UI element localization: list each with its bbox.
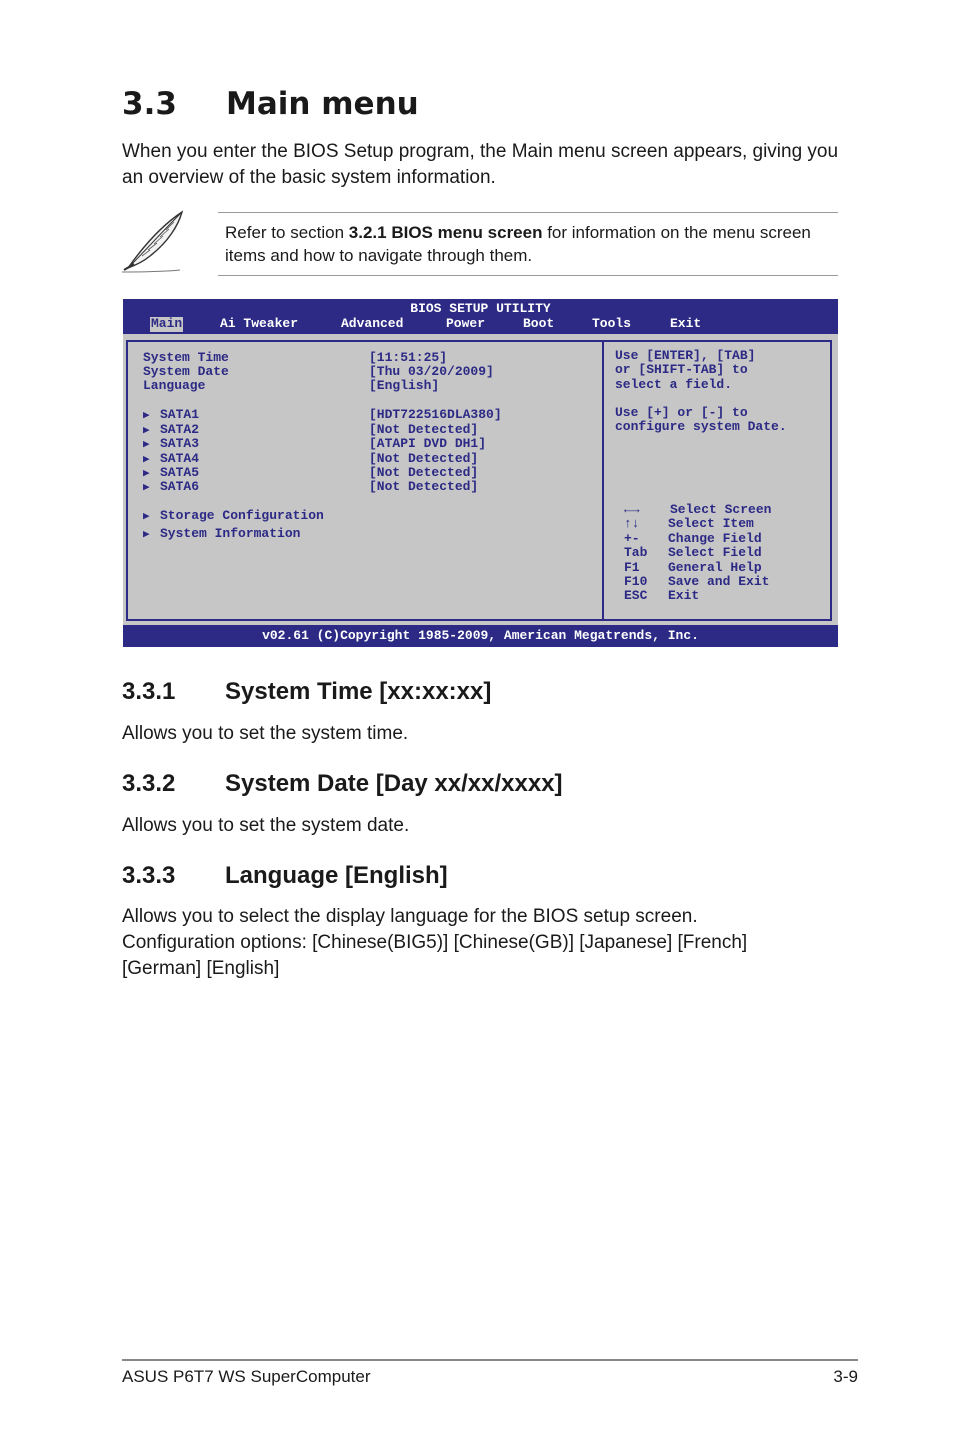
- section-title: Main menu: [226, 86, 419, 122]
- bios-tab-exit[interactable]: Exit: [670, 316, 702, 331]
- bios-item-system-time[interactable]: System Time: [143, 350, 229, 365]
- sata4-arrow-icon: ▶: [143, 454, 150, 466]
- bios-tab-ai-tweaker[interactable]: Ai Tweaker: [220, 316, 299, 331]
- sata3-arrow-icon: ▶: [143, 439, 150, 451]
- key-up-down-arrows-icon: ↑↓: [624, 516, 640, 531]
- bios-value-language[interactable]: [English]: [369, 378, 440, 393]
- subsection-heading-system-time: [122, 678, 491, 706]
- note-rule-bottom: [218, 275, 838, 276]
- subsection-text-language: Allows you to select the display language for the BIOS setup screen. Configuration options: [Chinese(BIG5)] [Chinese(GB)] [Japanese] [French] [German] [English]: [122, 906, 748, 979]
- key-desc: Change Field: [668, 531, 762, 546]
- subsection-title: System Date [Day xx/xx/xxxx]: [225, 770, 563, 797]
- bios-tab-tools[interactable]: Tools: [592, 316, 632, 331]
- bios-value-sata6: [Not Detected]: [369, 479, 479, 494]
- key-desc: General Help: [668, 560, 762, 575]
- bios-value-sata1: [HDT722516DLA380]: [369, 407, 502, 422]
- note-text: [225, 221, 835, 267]
- bios-value-sata4: [Not Detected]: [369, 451, 479, 466]
- bios-tab-main[interactable]: Main: [151, 316, 183, 331]
- section-number: 3.3: [122, 86, 177, 122]
- feather-pen-icon: [120, 206, 190, 274]
- key-f1: F1: [624, 560, 640, 575]
- storage-arrow-icon: ▶: [143, 511, 150, 523]
- key-desc: Select Screen: [670, 502, 772, 517]
- key-desc: Save and Exit: [668, 574, 770, 589]
- bios-item-sata3[interactable]: SATA3: [160, 436, 200, 451]
- bios-value-sata2: [Not Detected]: [369, 422, 479, 437]
- bios-item-sata6[interactable]: SATA6: [160, 479, 200, 494]
- bios-value-sata5: [Not Detected]: [369, 465, 479, 480]
- subsection-title: System Time [xx:xx:xx]: [225, 678, 492, 705]
- footer-rule: [122, 1359, 858, 1361]
- subsection-number: 3.3.3: [122, 862, 176, 889]
- key-f10: F10: [624, 574, 648, 589]
- bios-tab-power[interactable]: Power: [446, 316, 486, 331]
- sata6-arrow-icon: ▶: [143, 482, 150, 494]
- intro-paragraph: When you enter the BIOS Setup program, the Main menu screen appears, giving you an overview of the basic system information.: [122, 141, 839, 188]
- bios-menu-bar: [123, 299, 838, 334]
- footer-product-name: ASUS P6T7 WS SuperComputer: [122, 1367, 371, 1386]
- bios-value-system-time[interactable]: [11:51:25]: [369, 350, 448, 365]
- subsection-text-system-date: Allows you to set the system date.: [122, 815, 410, 836]
- note-rule-top: [218, 212, 838, 213]
- subsection-number: 3.3.1: [122, 678, 176, 705]
- bios-help-line: configure system Date.: [615, 419, 787, 434]
- key-desc: Select Item: [668, 516, 754, 531]
- sata5-arrow-icon: ▶: [143, 468, 150, 480]
- bios-help-divider: [602, 340, 604, 621]
- bios-help-line: or [SHIFT-TAB] to: [615, 362, 748, 377]
- sysinfo-arrow-icon: ▶: [143, 529, 150, 541]
- bios-status-bar: [123, 625, 838, 647]
- bios-item-sata2[interactable]: SATA2: [160, 422, 200, 437]
- bios-title: BIOS SETUP UTILITY: [410, 301, 551, 316]
- bios-item-storage-configuration[interactable]: Storage Configuration: [160, 508, 324, 523]
- bios-item-sata5[interactable]: SATA5: [160, 465, 200, 480]
- page-title: [122, 86, 419, 122]
- sata2-arrow-icon: ▶: [143, 425, 150, 437]
- bios-item-sata4[interactable]: SATA4: [160, 451, 200, 466]
- bios-value-sata3: [ATAPI DVD DH1]: [369, 436, 487, 451]
- bios-tab-boot[interactable]: Boot: [523, 316, 555, 331]
- subsection-text-system-time: Allows you to set the system time.: [122, 723, 409, 744]
- bios-item-sata1[interactable]: SATA1: [160, 407, 200, 422]
- key-plus-minus: +-: [624, 531, 640, 546]
- key-desc: Exit: [668, 588, 700, 603]
- key-esc: ESC: [624, 588, 648, 603]
- bios-value-system-date[interactable]: [Thu 03/20/2009]: [369, 364, 494, 379]
- bios-screen: [123, 299, 838, 647]
- subsection-number: 3.3.2: [122, 770, 176, 797]
- note-text-end: for information on the menu screen items and how to navigate through them.: [225, 223, 811, 265]
- bios-help-line: select a field.: [615, 377, 733, 392]
- subsection-heading-system-date: [122, 770, 563, 798]
- sata1-arrow-icon: ▶: [143, 410, 150, 422]
- note-text-start: Refer to section: [225, 223, 349, 242]
- bios-copyright: v02.61 (C)Copyright 1985-2009, American Megatrends, Inc.: [262, 628, 699, 643]
- bios-help-line: Use [ENTER], [TAB]: [615, 348, 756, 363]
- footer-page-number: 3-9: [833, 1367, 858, 1386]
- bios-item-language[interactable]: Language: [143, 378, 206, 393]
- bios-item-system-date[interactable]: System Date: [143, 364, 229, 379]
- bios-help-line: Use [+] or [-] to: [615, 405, 748, 420]
- key-tab: Tab: [624, 545, 648, 560]
- bios-tab-advanced[interactable]: Advanced: [341, 316, 404, 331]
- subsection-title: Language [English]: [225, 862, 448, 889]
- bios-item-system-information[interactable]: System Information: [160, 526, 301, 541]
- subsection-heading-language: [122, 862, 448, 890]
- key-desc: Select Field: [668, 545, 762, 560]
- note-reference-link: 3.2.1 BIOS menu screen: [348, 223, 543, 242]
- key-left-right-arrows-icon: ←→: [624, 502, 640, 517]
